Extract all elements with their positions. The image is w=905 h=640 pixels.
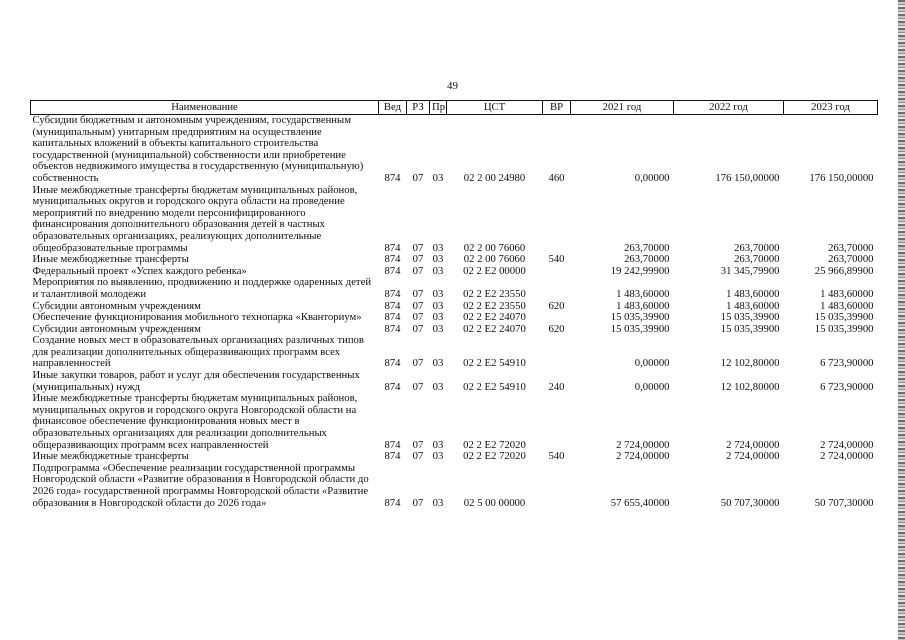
row-ved: 874: [384, 299, 401, 312]
row-2022: 1 483,60000: [726, 299, 780, 312]
row-rz: 07: [412, 264, 424, 277]
row-2022: 2 724,00000: [726, 450, 780, 463]
header-2023: 2023 год: [784, 101, 878, 115]
row-ved: 874: [384, 380, 401, 393]
table-row: [31, 370, 878, 393]
row-name: Иные межбюджетные трансферты бюджетам муниципальных районов, муниципальных округов и городского округа Новгородской области на финансовое обеспечение функционирования новых мест в образовательных организациях для реализации дополнительных общеразвивающих программ всех направленностей: [32, 392, 358, 451]
row-2022: 263,70000: [734, 253, 780, 266]
row-name: Субсидии автономным учреждениям: [32, 299, 201, 312]
row-2022: 2 724,00000: [726, 438, 780, 451]
row-ved: 874: [384, 287, 401, 300]
row-2022: 12 102,80000: [720, 357, 780, 370]
row-cst: 02 2 00 24980: [463, 171, 526, 184]
row-name: Создание новых мест в образовательных организациях различных типов для реализации дополнительных общеразвивающих программ всех направленностей: [32, 334, 364, 370]
table-header-row: [31, 101, 878, 115]
row-2021: 0,00000: [634, 380, 670, 393]
row-ved: 874: [384, 241, 401, 254]
row-pr: 03: [432, 496, 444, 509]
row-rz: 07: [412, 380, 424, 393]
header-cst: ЦСТ: [447, 101, 543, 115]
table-row: [31, 277, 878, 300]
row-2022: 15 035,39900: [720, 311, 780, 324]
row-vr: 620: [548, 322, 565, 335]
table-row: [31, 312, 878, 324]
row-vr: [543, 335, 571, 370]
row-cst: 02 2 E2 54910: [463, 357, 526, 370]
row-pr: 03: [432, 311, 444, 324]
row-2021: 263,70000: [624, 253, 670, 266]
row-name: Иные закупки товаров, работ и услуг для обеспечения государственных (муниципальных) нужд: [32, 369, 360, 393]
header-vr: ВР: [543, 101, 571, 115]
row-vr: [543, 393, 571, 451]
row-pr: 03: [432, 438, 444, 451]
row-cst: 02 2 E2 24070: [463, 322, 526, 335]
row-rz: 07: [412, 171, 424, 184]
row-rz: 07: [412, 496, 424, 509]
row-cst: 02 2 00 76060: [463, 241, 526, 254]
row-name: Иные межбюджетные трансферты: [32, 253, 189, 266]
row-2021: 0,00000: [634, 171, 670, 184]
row-2023: 2 724,00000: [820, 450, 874, 463]
row-ved: 874: [384, 438, 401, 451]
header-2022: 2022 год: [674, 101, 784, 115]
row-pr: 03: [432, 380, 444, 393]
row-vr: [543, 277, 571, 300]
table-row: [31, 185, 878, 255]
row-2022: 176 150,00000: [715, 171, 780, 184]
row-2023: 176 150,00000: [809, 171, 874, 184]
row-2022: 263,70000: [734, 241, 780, 254]
row-2023: 6 723,90000: [820, 380, 874, 393]
row-2023: 2 724,00000: [820, 438, 874, 451]
row-rz: 07: [412, 438, 424, 451]
row-2021: 15 035,39900: [610, 311, 670, 324]
row-2023: 50 707,30000: [814, 496, 874, 509]
row-cst: 02 2 E2 00000: [463, 264, 526, 277]
row-cst: 02 2 E2 24070: [463, 311, 526, 324]
row-2022: 15 035,39900: [720, 322, 780, 335]
row-pr: 03: [432, 287, 444, 300]
row-2023: 15 035,39900: [814, 322, 874, 335]
row-pr: 03: [432, 253, 444, 266]
row-pr: 03: [432, 299, 444, 312]
row-vr: 240: [548, 380, 565, 393]
row-rz: 07: [412, 299, 424, 312]
row-2023: 263,70000: [828, 241, 874, 254]
row-vr: 460: [548, 171, 565, 184]
row-2023: 1 483,60000: [820, 299, 874, 312]
row-name: Подпрограмма «Обеспечение реализации государственной программы Новгородской области «Развитие образования в Новгородской области до 2026 года» государственной программы Новгородской области «Развитие образования в Новгородской области до 2026 года»: [32, 461, 369, 509]
table-row: [31, 115, 878, 185]
row-2023: 25 966,89900: [814, 264, 874, 277]
row-2021: 0,00000: [634, 357, 670, 370]
row-vr: 540: [548, 450, 565, 463]
scan-edge: [898, 0, 905, 640]
row-2021: 19 242,99900: [610, 264, 670, 277]
table-row: [31, 463, 878, 509]
row-rz: 07: [412, 311, 424, 324]
row-name: Иные межбюджетные трансферты: [32, 450, 189, 463]
row-vr: 620: [548, 299, 565, 312]
header-rz: РЗ: [407, 101, 430, 115]
row-pr: 03: [432, 322, 444, 335]
row-cst: 02 2 E2 23550: [463, 287, 526, 300]
row-ved: 874: [384, 322, 401, 335]
header-ved: Вед: [379, 101, 407, 115]
row-name: Федеральный проект «Успех каждого ребенка»: [32, 264, 247, 277]
row-2022: 12 102,80000: [720, 380, 780, 393]
row-2021: 57 655,40000: [610, 496, 670, 509]
row-vr: [543, 463, 571, 509]
row-name: Субсидии бюджетным и автономным учреждениям, государственным (муниципальным) унитарным предприятиям на осуществление капитальных вложений в объекты капитального строительства государственной (муниципальной) собственности или приобретение объектов недвижимого имущества в государственную (муниципальную) собственность: [32, 114, 364, 184]
row-pr: 03: [432, 450, 444, 463]
table-row: [31, 335, 878, 370]
row-2023: 6 723,90000: [820, 357, 874, 370]
row-pr: 03: [432, 171, 444, 184]
row-2023: 1 483,60000: [820, 287, 874, 300]
row-name: Обеспечение функционирования мобильного технопарка «Кванториум»: [32, 311, 362, 324]
row-vr: [543, 266, 571, 278]
row-2021: 2 724,00000: [616, 450, 670, 463]
row-ved: 874: [384, 357, 401, 370]
table-row: [31, 254, 878, 266]
page-number: 49: [447, 80, 458, 92]
budget-table: [30, 100, 878, 509]
table-body: [31, 115, 878, 510]
row-name: Субсидии автономным учреждениям: [32, 322, 201, 335]
row-rz: 07: [412, 450, 424, 463]
row-ved: 874: [384, 253, 401, 266]
row-ved: 874: [384, 311, 401, 324]
row-pr: 03: [432, 241, 444, 254]
row-ved: 874: [384, 450, 401, 463]
row-cst: 02 2 00 76060: [463, 253, 526, 266]
row-cst: 02 2 E2 23550: [463, 299, 526, 312]
row-2021: 15 035,39900: [610, 322, 670, 335]
row-cst: 02 2 E2 72020: [463, 450, 526, 463]
row-rz: 07: [412, 287, 424, 300]
row-2023: 15 035,39900: [814, 311, 874, 324]
row-cst: 02 5 00 00000: [463, 496, 526, 509]
row-rz: 07: [412, 322, 424, 335]
row-ved: 874: [384, 171, 401, 184]
row-2022: 50 707,30000: [720, 496, 780, 509]
row-cst: 02 2 E2 54910: [463, 380, 526, 393]
row-2021: 1 483,60000: [616, 299, 670, 312]
row-2022: 31 345,79900: [720, 264, 780, 277]
row-rz: 07: [412, 253, 424, 266]
row-2021: 1 483,60000: [616, 287, 670, 300]
row-vr: [543, 312, 571, 324]
header-pr: Пр: [430, 101, 447, 115]
row-2022: 1 483,60000: [726, 287, 780, 300]
row-name: Мероприятия по выявлению, продвижению и поддержке одаренных детей и талантливой молодежи: [32, 276, 372, 300]
row-rz: 07: [412, 241, 424, 254]
row-2021: 2 724,00000: [616, 438, 670, 451]
row-pr: 03: [432, 264, 444, 277]
row-cst: 02 2 E2 72020: [463, 438, 526, 451]
row-ved: 874: [384, 264, 401, 277]
table-row: [31, 393, 878, 451]
header-name: Наименование: [31, 101, 379, 115]
row-vr: 540: [548, 253, 565, 266]
row-ved: 874: [384, 496, 401, 509]
row-rz: 07: [412, 357, 424, 370]
row-name: Иные межбюджетные трансферты бюджетам муниципальных районов, муниципальных округов и городского округа области на проведение мероприятий по внедрению модели персонифицированного финансирования дополнительного образования детей в частных образовательных организациях, реализующих дополнительные общеобразовательные программы: [32, 183, 358, 254]
row-pr: 03: [432, 357, 444, 370]
header-2021: 2021 год: [571, 101, 674, 115]
row-2023: 263,70000: [828, 253, 874, 266]
row-vr: [543, 185, 571, 255]
row-2021: 263,70000: [624, 241, 670, 254]
